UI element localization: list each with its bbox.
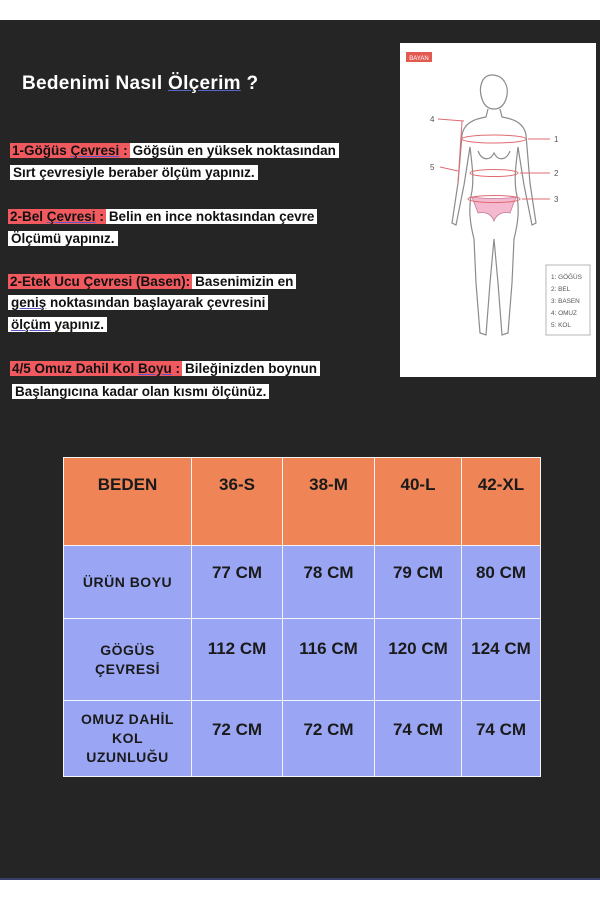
measurement-lines	[438, 119, 550, 203]
table-header-row	[64, 458, 541, 546]
table-row	[64, 546, 541, 619]
page-title: Bedenimi Nasıl Ölçerim ?	[22, 73, 259, 94]
svg-text:4: OMUZ: 4: OMUZ	[551, 310, 577, 317]
table-cell: 116 CM	[283, 619, 375, 701]
svg-text:4: 4	[430, 115, 435, 124]
svg-text:2: BEL: 2: BEL	[551, 286, 571, 293]
instruction-3-line-2: geniş noktasından başlayarak çevresini	[8, 294, 268, 312]
svg-text:3: BASEN: 3: BASEN	[551, 298, 580, 305]
table-cell: 74 CM	[462, 701, 541, 777]
svg-text:5: KOL: 5: KOL	[551, 322, 571, 329]
row-label: ÜRÜN BOYU	[64, 546, 192, 619]
table-row	[64, 701, 541, 777]
table-cell: 77 CM	[192, 546, 283, 619]
table-cell: 120 CM	[375, 619, 462, 701]
body-measurement-figure	[400, 43, 596, 377]
svg-text:5: 5	[430, 163, 435, 172]
tag-text: BAYAN	[409, 56, 429, 62]
table-cell: 72 CM	[192, 701, 283, 777]
table-row	[64, 619, 541, 701]
size-chart-table	[63, 457, 541, 777]
header-cell: BEDEN	[64, 458, 192, 546]
svg-text:1: GÖĞÜS: 1: GÖĞÜS	[551, 274, 582, 281]
instruction-2-line-1: 2-Bel Çevresi : Belin en ince noktasından çevre	[8, 208, 317, 226]
instruction-1-line-2: Sırt çevresiyle beraber ölçüm yapınız.	[10, 164, 258, 182]
table-cell: 74 CM	[375, 701, 462, 777]
header-cell: 40-L	[375, 458, 462, 546]
instruction-3-line-3: ölçüm yapınız.	[8, 316, 107, 334]
table-cell: 72 CM	[283, 701, 375, 777]
row-label: GÖGÜS ÇEVRESİ	[64, 619, 192, 701]
table-cell: 79 CM	[375, 546, 462, 619]
table-cell: 78 CM	[283, 546, 375, 619]
instruction-3-line-1: 2-Etek Ucu Çevresi (Basen): Basenimizin en	[8, 273, 296, 291]
svg-text:3: 3	[554, 195, 559, 204]
table-cell: 112 CM	[192, 619, 283, 701]
instruction-4-line-2: Başlangıcına kadar olan kısmı ölçünüz.	[12, 383, 269, 401]
header-cell: 42-XL	[462, 458, 541, 546]
table-cell: 80 CM	[462, 546, 541, 619]
instruction-4-line-1: 4/5 Omuz Dahil Kol Boyu : Bileğinizden boynun	[10, 360, 320, 378]
bottom-divider	[0, 878, 600, 880]
table-cell: 124 CM	[462, 619, 541, 701]
header-cell: 36-S	[192, 458, 283, 546]
instruction-1-line-1: 1-Göğüs Çevresi : Göğsün en yüksek noktasından	[10, 142, 339, 160]
measurement-markers	[430, 115, 559, 204]
svg-text:2: 2	[554, 169, 559, 178]
row-label: OMUZ DAHİL KOL UZUNLUĞU	[64, 701, 192, 777]
briefs-shape	[472, 197, 516, 221]
instruction-2-line-2: Ölçümü yapınız.	[8, 230, 118, 248]
header-cell: 38-M	[283, 458, 375, 546]
svg-text:1: 1	[554, 135, 559, 144]
body-diagram-svg	[400, 43, 596, 377]
